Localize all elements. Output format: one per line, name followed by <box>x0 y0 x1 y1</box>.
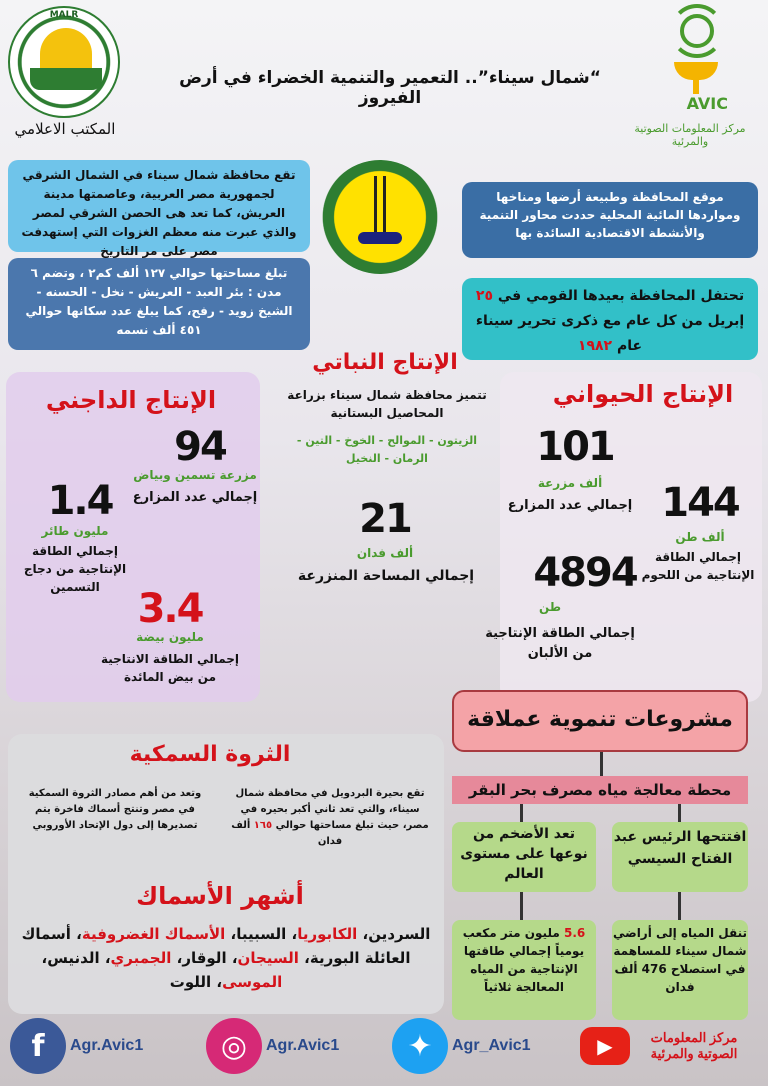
instagram-link[interactable] <box>206 1016 339 1076</box>
ministry-logo <box>8 6 120 118</box>
bardawil-num: ١٦٥ <box>253 820 273 831</box>
animal-milk-label: إجمالي الطاقة الإنتاجية من الألبان <box>485 626 635 661</box>
poultry-farms-unit: مزرعة تسمين وبياض <box>133 468 257 482</box>
instagram-handle: Agr.Avic1 <box>266 1037 340 1054</box>
twitter-handle: Agr_Avic1 <box>452 1037 531 1054</box>
plant-area-digits: 21 <box>359 496 411 542</box>
fish-species-item: اللوت <box>169 973 212 991</box>
bardawil-text <box>230 786 430 850</box>
resources-text: موقع المحافظة وطبيعة أرضها ومناخها ومواردها المائية المحلية حددت محاور التنمية والأنشطة الاقتصادية السائدة بها <box>479 190 741 240</box>
avic-logo-name: AVIC <box>686 94 728 113</box>
avic-caption: مركز المعلومات الصوتية والمرئية <box>634 122 746 148</box>
transfer-unit: ألف فدان <box>614 962 695 994</box>
page-title: “شمال سيناء”.. التعمير والتنمية الخضراء في أرض الفيروز <box>179 68 601 108</box>
poultry-eggs-label: إجمالي الطاقة الانتاجية من بيض المائدة <box>100 652 240 684</box>
location-box <box>8 160 310 258</box>
popular-fish-title: أشهر الأسماك <box>136 882 304 910</box>
twitter-icon: ✦ <box>392 1018 448 1074</box>
fish-source-text: وتعد من أهم مصادر الثروة السمكية في مصر وتنتج أسماك فاخرة يتم تصديرها إلى دول الإتحاد الأوروبي <box>28 788 202 831</box>
transfer-box <box>612 920 748 1020</box>
instagram-icon: ◎ <box>206 1018 262 1074</box>
youtube-caption: مركز المعلومات الصوتية والمرئية <box>650 1030 738 1061</box>
projects-banner: مشروعات تنموية عملاقة <box>452 690 748 752</box>
connector-line <box>520 804 523 822</box>
opened-by-box: افتتحها الرئيس عبد الفتاح السيسي <box>612 822 748 892</box>
animal-milk-value <box>520 550 650 596</box>
connector-line <box>678 892 681 920</box>
facebook-link[interactable] <box>10 1016 143 1076</box>
poultry-broiler-value <box>20 478 140 524</box>
fish-title: الثروة السمكية <box>129 742 291 767</box>
youtube-icon: ▶ <box>580 1027 630 1065</box>
twitter-link[interactable] <box>392 1016 531 1076</box>
youtube-link[interactable] <box>580 1016 754 1076</box>
facebook-icon: f <box>10 1018 66 1074</box>
poultry-broiler-label: إجمالي الطاقة الإنتاجية من دجاج التسمين <box>23 544 127 594</box>
station-bar: محطة معالجة مياه مصرف بحر البقر <box>452 776 748 804</box>
animal-milk-digits: 4894 <box>533 550 637 596</box>
cup-stem <box>693 78 699 94</box>
plant-area-unit: ألف فدان <box>356 546 414 560</box>
national-day-text-1: تحتفل المحافظة بعيدها القومي في <box>497 288 745 304</box>
poultry-eggs-digits: 3.4 <box>137 586 203 632</box>
facebook-handle: Agr.Avic1 <box>70 1037 144 1054</box>
animal-farms-value <box>520 424 630 470</box>
national-day-box <box>462 278 758 360</box>
poultry-broiler-digits: 1.4 <box>47 478 113 524</box>
plant-area-label: إجمالي المساحة المنزرعة <box>297 568 475 584</box>
animal-title: الإنتاج الحيواني <box>552 380 734 408</box>
bardawil-unit: ألف فدان <box>231 820 343 847</box>
location-text: تقع محافظة شمال سيناء في الشمال الشرقي لجمهورية مصر العربية، وعاصمتها مدينة العريش، كما تعد هى الحصن الشرقي لمصر والذي عبرت منه معظم الغزوات التي إستهدفت مصر على مر التاريخ <box>21 168 297 258</box>
office-label: المكتب الاعلامي <box>14 120 116 138</box>
fish-species-item: الأسماك الغضروفية <box>81 925 226 943</box>
transfer-num: 476 <box>641 962 667 976</box>
national-day-text-3: عام <box>616 338 643 354</box>
fish-species-item: السبيبا <box>236 925 287 943</box>
national-day-text-2: إبريل من كل عام مع ذكرى تحرير سيناء <box>475 313 745 329</box>
governorate-emblem <box>322 160 438 274</box>
fish-species-item: الكابوريا <box>297 925 358 943</box>
animal-farms-label: إجمالي عدد المزارع <box>507 498 633 513</box>
poultry-title: الإنتاج الداجني <box>45 386 217 414</box>
fish-species-item: السيجان <box>237 949 299 967</box>
fish-species-item: السردين <box>368 925 431 943</box>
animal-meat-digits: 144 <box>661 480 739 526</box>
capacity-text: مليون متر مكعب يومياً إجمالي طاقتها الإنتاجية من المياه المعالجة ثلاثياً <box>462 926 585 994</box>
poultry-farms-label: إجمالي عدد المزارع <box>132 490 258 505</box>
capacity-box <box>452 920 596 1020</box>
fish-species-item: الوقار <box>182 949 227 967</box>
sun-icon <box>40 28 92 68</box>
poultry-eggs-value <box>120 586 220 632</box>
poultry-farms-digits: 94 <box>174 424 226 470</box>
signal-inner-icon <box>680 14 714 48</box>
oil-tower-icon <box>374 176 386 234</box>
fish-species-item: الموسى <box>222 973 283 991</box>
connector-line <box>520 892 523 920</box>
transfer-text: تنقل المياه إلى أراضي شمال سيناء للمساهمة في استصلاح <box>612 926 748 976</box>
animal-milk-unit: طن <box>538 600 562 614</box>
animal-meat-label: إجمالي الطاقة الإنتاجية من اللحوم <box>641 550 755 582</box>
plant-area-value <box>320 496 450 542</box>
fish-species-item: الجمبري <box>110 949 172 967</box>
area-text: تبلغ مساحتها حوالي ١٢٧ ألف كم٢ ، وتضم ٦ مدن : بئر العبد - العريش - نخل - الحسنه - الشيخ زويد - رفح، كما يبلغ عدد سكانها حوالي ٤٥١ ألف نسمه <box>25 266 293 337</box>
fish-species-item: الدنيس <box>47 949 100 967</box>
fish-species-item: أسماك العائلة البورية <box>21 925 411 967</box>
connector-line <box>678 804 681 822</box>
area-box <box>8 258 310 350</box>
plant-title: الإنتاج النباتي <box>312 350 458 375</box>
field-icon <box>30 68 102 90</box>
avic-logo <box>638 8 758 118</box>
poultry-eggs-unit: مليون بيضة <box>136 630 204 644</box>
emblem-base <box>358 232 402 244</box>
fish-species-list: السردين، الكابوريا، السبيبا، الأسماك الغضروفية، أسماك العائلة البورية، السيجان، الوقار، الجمبري، الدنيس، الموسى، اللوت <box>21 925 431 991</box>
animal-farms-unit: ألف مزرعة <box>537 476 603 490</box>
bardawil-desc: تقع بحيرة البردويل في محافظة شمال سيناء، والتي تعد ثاني أكبر بحيره في مصر، حيث تبلغ مساحتها حوالي <box>235 788 429 831</box>
national-day-num-1: ٢٥ <box>475 288 493 304</box>
animal-meat-value <box>650 480 750 526</box>
poultry-farms-value <box>150 424 250 470</box>
plant-intro: تتميز محافظة شمال سيناء بزراعة المحاصيل البستانية <box>287 388 487 420</box>
poultry-broiler-unit: مليون طائر <box>41 524 109 538</box>
animal-meat-unit: ألف طن <box>675 530 725 544</box>
animal-farms-digits: 101 <box>536 424 614 470</box>
national-day-num-2: ١٩٨٢ <box>577 338 613 354</box>
plant-crops: الزيتون - الموالح - الخوخ - التين - الرمان - النخيل <box>296 434 478 465</box>
largest-box: تعد الأضخم من نوعها على مستوى العالم <box>452 822 596 892</box>
resources-box <box>462 182 758 258</box>
connector-line <box>600 752 603 776</box>
ministry-logo-text: MALR <box>49 10 79 20</box>
capacity-num: 5.6 <box>563 926 586 940</box>
